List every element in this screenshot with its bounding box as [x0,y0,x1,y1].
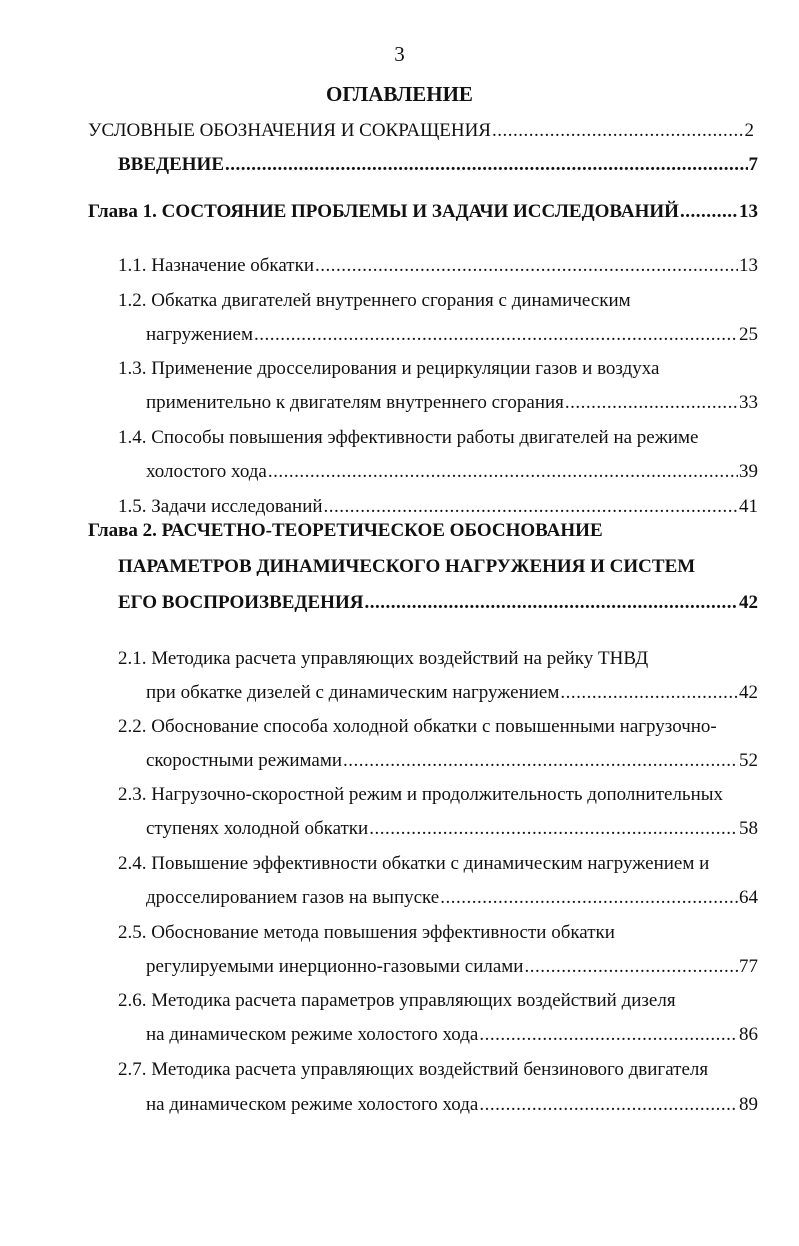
dot-leader [492,118,744,144]
toc-entry-text: при обкатке дизелей с динамическим нагружением [146,682,560,703]
toc-entry-text: Глава 1. СОСТОЯНИЕ ПРОБЛЕМЫ И ЗАДАЧИ ИССЛЕДОВАНИЙ [88,201,679,222]
toc-entry-page: 52 [739,750,758,771]
toc-entry-page: 13 [739,255,758,276]
toc-entry-2-7[interactable] [146,1092,758,1118]
toc-entry-2-1[interactable] [146,680,758,706]
dot-leader [268,459,738,485]
toc-entry-page: 25 [739,324,758,345]
toc-entry-2-6-line1: 2.6. Методика расчета параметров управляющих воздействий дизеля [118,990,676,1011]
toc-entry-page: 39 [739,461,758,482]
toc-entry-chapter-2-line1: Глава 2. РАСЧЕТНО-ТЕОРЕТИЧЕСКОЕ ОБОСНОВАНИЕ [88,520,603,541]
toc-entry-chapter-2-line2: ПАРАМЕТРОВ ДИНАМИЧЕСКОГО НАГРУЖЕНИЯ И СИСТЕМ [118,556,696,577]
toc-entry-page: 77 [739,956,758,977]
toc-entry-page: 33 [739,392,758,413]
toc-entry-text: нагружением [146,324,253,345]
dot-leader [315,253,738,279]
dot-leader [324,494,738,520]
toc-entry-1-1[interactable] [118,253,758,279]
dot-leader [440,885,738,911]
dot-leader [225,152,748,178]
toc-entry-2-4-line1: 2.4. Повышение эффективности обкатки с динамическим нагружением и [118,853,710,874]
toc-entry-page: 89 [739,1094,758,1115]
dot-leader [254,322,738,348]
dot-leader [364,590,738,616]
dot-leader [560,680,738,706]
toc-entry-text: регулируемыми инерционно-газовыми силами [146,956,524,977]
toc-entry-2-6[interactable] [146,1022,758,1048]
page-number: 3 [394,42,405,66]
toc-entry-2-3[interactable] [146,816,758,842]
toc-entry-page: 86 [739,1024,758,1045]
toc-entry-1-5[interactable] [118,494,758,520]
toc-entry-text: холостого хода [146,461,267,482]
toc-entry-text: на динамическом режиме холостого хода [146,1094,479,1115]
toc-entry-2-4[interactable] [146,885,758,911]
toc-entry-1-3[interactable] [146,390,758,416]
toc-entry-page: 41 [739,496,758,517]
dot-leader [479,1092,738,1118]
dot-leader [479,1022,738,1048]
dot-leader [680,199,738,225]
toc-entry-2-1-line1: 2.1. Методика расчета управляющих воздействий на рейку ТНВД [118,648,649,669]
toc-entry-text: ЕГО ВОСПРОИЗВЕДЕНИЯ [118,592,364,613]
toc-entry-text: ступенях холодной обкатки [146,818,369,839]
toc-entry-introduction[interactable] [118,152,758,178]
dot-leader [565,390,738,416]
toc-entry-text: дросселированием газов на выпуске [146,887,440,908]
toc-entry-page: 42 [739,592,758,613]
toc-entry-2-2[interactable] [146,748,758,774]
toc-entry-text: 1.1. Назначение обкатки [118,255,315,276]
toc-entry-1-4-line1: 1.4. Способы повышения эффективности работы двигателей на режиме [118,427,699,448]
toc-entry-page: 13 [739,201,758,222]
toc-entry-page: 58 [739,818,758,839]
toc-entry-2-5-line1: 2.5. Обоснование метода повышения эффективности обкатки [118,922,615,943]
dot-leader [343,748,738,774]
toc-entry-text: 1.5. Задачи исследований [118,496,323,517]
toc-entry-chapter-2[interactable] [118,590,758,616]
dot-leader [369,816,738,842]
toc-entry-2-5[interactable] [146,954,758,980]
toc-entry-page: 42 [739,682,758,703]
toc-entry-text: на динамическом режиме холостого хода [146,1024,479,1045]
toc-entry-1-3-line1: 1.3. Применение дросселирования и рециркуляции газов и воздуха [118,358,660,379]
toc-title: ОГЛАВЛЕНИЕ [326,82,473,106]
toc-entry-text: ВВЕДЕНИЕ [118,154,224,175]
toc-entry-2-7-line1: 2.7. Методика расчета управляющих воздействий бензинового двигателя [118,1059,709,1080]
dot-leader [524,954,738,980]
toc-entry-2-3-line1: 2.3. Нагрузочно-скоростной режим и продолжительность дополнительных [118,784,724,805]
toc-entry-1-2-line1: 1.2. Обкатка двигателей внутреннего сгорания с динамическим [118,290,631,311]
toc-entry-page: 7 [748,154,758,175]
toc-entry-chapter-1[interactable] [88,199,758,225]
toc-entry-text: скоростными режимами [146,750,343,771]
toc-entry-1-2[interactable] [146,322,758,348]
toc-entry-page: 64 [739,887,758,908]
toc-entry-1-4[interactable] [146,459,758,485]
toc-entry-page: 2 [744,120,754,141]
toc-entry-2-2-line1: 2.2. Обоснование способа холодной обкатки с повышенными нагрузочно- [118,716,717,737]
toc-entry-text: применительно к двигателям внутреннего сгорания [146,392,564,413]
toc-entry-abbreviations[interactable] [88,118,754,144]
toc-entry-text: УСЛОВНЫЕ ОБОЗНАЧЕНИЯ И СОКРАЩЕНИЯ [88,120,491,141]
